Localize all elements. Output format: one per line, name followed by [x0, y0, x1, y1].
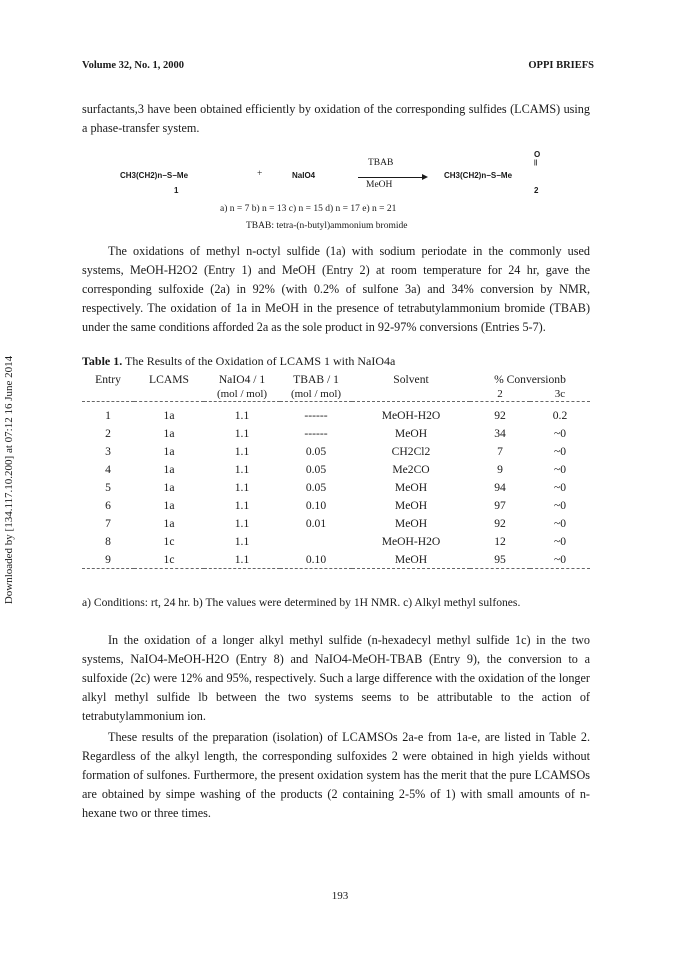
cell-conv-sulfone: ~0: [553, 516, 567, 530]
cell-conv-sulfoxide: 95: [470, 550, 530, 569]
scheme-label-2: 2: [534, 186, 539, 195]
cell-tbab: 0.05: [305, 480, 327, 494]
cell-solvent: MeOH: [394, 498, 428, 512]
cell-conv-sulfone: ~0: [553, 498, 567, 512]
cell-lcams: 1c: [163, 534, 175, 548]
cell-lcams: 1c: [134, 550, 204, 569]
cell-solvent: MeOH: [394, 480, 428, 494]
results-table: [82, 371, 590, 569]
cell-entry: 5: [105, 480, 111, 494]
cell-tbab: 0.01: [305, 516, 327, 530]
cell-tbab: [280, 532, 352, 550]
cell-solvent: Me2CO: [392, 462, 430, 476]
subheader-tbab-units: (mol / mol): [290, 388, 342, 400]
scheme-oxygen: O: [534, 150, 541, 159]
scheme-arrow-head: [422, 174, 428, 180]
cell-conv-sulfone: ~0: [553, 480, 567, 494]
cell-conv-sulfone: ~0: [553, 444, 567, 458]
page-number: 193: [331, 890, 349, 902]
table-row: [82, 514, 590, 532]
table-row: [82, 424, 590, 442]
cell-entry: 1: [105, 408, 111, 422]
table-row: [82, 550, 590, 569]
subheader-naio4-units: (mol / mol): [216, 388, 268, 400]
cell-entry: 2: [105, 426, 111, 440]
cell-naio4: 1.1: [234, 534, 250, 548]
cell-solvent: MeOH: [394, 426, 428, 440]
cell-conv-sulfoxide: 12: [494, 534, 506, 548]
scheme-abbreviation: TBAB: tetra-(n-butyl)ammonium bromide: [246, 221, 408, 231]
cell-conv-sulfone: ~0: [530, 550, 590, 569]
cell-conv-sulfone: ~0: [553, 534, 567, 548]
cell-lcams: 1a: [163, 516, 175, 530]
cell-conv-sulfoxide: 92: [494, 408, 506, 422]
subheader-sulfoxide: 2: [497, 388, 503, 400]
header-conversion: % Conversionb: [494, 372, 566, 386]
cell-lcams: 1a: [163, 480, 175, 494]
header-solvent: Solvent: [393, 372, 429, 386]
cell-entry: 8: [105, 534, 111, 548]
scheme-solvent: MeOH: [366, 180, 393, 190]
running-head-volume: Volume 32, No. 1, 2000: [82, 60, 184, 71]
cell-entry: 6: [105, 498, 111, 512]
cell-entry: 7: [105, 516, 111, 530]
cell-solvent: MeOH: [352, 550, 470, 569]
table-row: [82, 478, 590, 496]
scheme-n-values: a) n = 7 b) n = 13 c) n = 15 d) n = 17 e) n = 21: [220, 204, 397, 214]
scheme-reagent: NaIO4: [292, 171, 316, 180]
scheme-arrow-line: [358, 177, 424, 178]
header-lcams: LCAMS: [149, 372, 189, 386]
cell-entry: 3: [105, 444, 111, 458]
cell-naio4: 1.1: [234, 498, 250, 512]
cell-lcams: 1a: [163, 408, 175, 422]
header-entry: Entry: [95, 372, 121, 386]
scheme-double-bond: ||: [534, 160, 538, 166]
cell-lcams: 1a: [163, 426, 175, 440]
cell-naio4: 1.1: [234, 408, 250, 422]
cell-naio4: 1.1: [234, 462, 250, 476]
cell-tbab: ------: [304, 426, 328, 440]
cell-solvent: MeOH: [394, 516, 428, 530]
cell-naio4: 1.1: [234, 516, 250, 530]
cell-conv-sulfoxide: 92: [494, 516, 506, 530]
cell-tbab: 0.10: [280, 550, 352, 569]
scheme-plus: +: [257, 169, 263, 179]
paragraph-oxidation: The oxidations of methyl n-octyl sulfide (1a) with sodium periodate in the commonly used systems, MeOH-H2O2 (Entry 1) and MeOH (Entry 2) at room temperature for 24 hr, gave the corresponding sulfoxide (2a) in 92% (with 0.2% of sulfone 3a) and 34% conversion by NMR, respectively. The oxidation of 1a in MeOH in the presence of tetrabutylammonium bromide (TBAB) under the same conditions afforded 2a as the sole product in 92-97% conversions (Entries 5-7).: [82, 244, 590, 334]
cell-tbab: 0.05: [305, 444, 327, 458]
paragraph-longer-chain: In the oxidation of a longer alkyl methyl sulfide (n-hexadecyl methyl sulfide 1c) in the two systems, NaIO4-MeOH-H2O (Entry 8) and NaIO4-MeOH-TBAB (Entry 9), the conversion to a sulfoxide (2c) were 12% and 95%, respectively. Such a large difference with the oxidation of the longer alkyl methyl sulfide lb between the two systems seems to be attributable to the action of tetrabutylammonium ion.: [82, 633, 590, 723]
header-tbab: TBAB / 1: [293, 372, 339, 386]
cell-conv-sulfoxide: 34: [494, 426, 506, 440]
scheme-reactant: CH3(CH2)n−S−Me: [120, 171, 189, 180]
cell-entry: 9: [82, 550, 134, 569]
cell-solvent: CH2Cl2: [391, 444, 431, 458]
cell-conv-sulfoxide: 7: [497, 444, 503, 458]
scheme-label-1: 1: [174, 186, 179, 195]
cell-naio4: 1.1: [234, 444, 250, 458]
cell-conv-sulfoxide: 9: [497, 462, 503, 476]
cell-conv-sulfoxide: 94: [494, 480, 506, 494]
cell-tbab: 0.10: [305, 498, 327, 512]
table-row: [82, 496, 590, 514]
cell-tbab: 0.05: [305, 462, 327, 476]
cell-tbab: ------: [304, 408, 328, 422]
cell-naio4: 1.1: [204, 550, 280, 569]
running-head: [82, 60, 594, 76]
cell-lcams: 1a: [163, 462, 175, 476]
table-caption: [82, 354, 395, 369]
scheme-product: CH3(CH2)n−S−Me: [444, 171, 513, 180]
header-naio4: NaIO4 / 1: [218, 372, 266, 386]
cell-conv-sulfone: ~0: [553, 462, 567, 476]
reaction-scheme: [82, 150, 590, 230]
paragraph-results: These results of the preparation (isolation) of LCAMSOs 2a-e from 1a-e, are listed in Table 2. Regardless of the alkyl length, the corresponding sulfoxides 2 were obtained in high yields without formation of sulfones. Furthermore, the present oxidation system has the merit that the pure LCAMSOs are obtained by simpe washing of the products (2 containing 2-5% of 1) with small amounts of n-hexane two or three times.: [82, 730, 590, 820]
cell-lcams: 1a: [163, 498, 175, 512]
cell-conv-sulfone: ~0: [553, 426, 567, 440]
cell-conv-sulfone: 0.2: [552, 408, 568, 422]
table-row: [82, 406, 590, 424]
download-watermark: Downloaded by [134.117.10.200] at 07:12 16 June 2014: [3, 355, 15, 605]
cell-entry: 4: [105, 462, 111, 476]
cell-conv-sulfoxide: 97: [494, 498, 506, 512]
paragraph-intro: surfactants,3 have been obtained efficiently by oxidation of the corresponding sulfides (LCAMS) using a phase-transfer system.: [82, 102, 590, 135]
table-row: [82, 460, 590, 478]
table-caption-label: Table 1.: [82, 354, 123, 368]
cell-naio4: 1.1: [234, 480, 250, 494]
running-head-journal: OPPI BRIEFS: [528, 60, 594, 71]
table-footnote: a) Conditions: rt, 24 hr. b) The values were determined by 1H NMR. c) Alkyl methyl sulfones.: [82, 596, 521, 609]
table-caption-text: The Results of the Oxidation of LCAMS 1 with NaIO4a: [122, 354, 396, 368]
subheader-sulfone: 3c: [554, 388, 566, 400]
cell-naio4: 1.1: [234, 426, 250, 440]
table-row: [82, 532, 590, 550]
cell-solvent: MeOH-H2O: [381, 534, 441, 548]
table-row: [82, 442, 590, 460]
cell-lcams: 1a: [163, 444, 175, 458]
cell-solvent: MeOH-H2O: [381, 408, 441, 422]
scheme-catalyst: TBAB: [368, 158, 394, 168]
